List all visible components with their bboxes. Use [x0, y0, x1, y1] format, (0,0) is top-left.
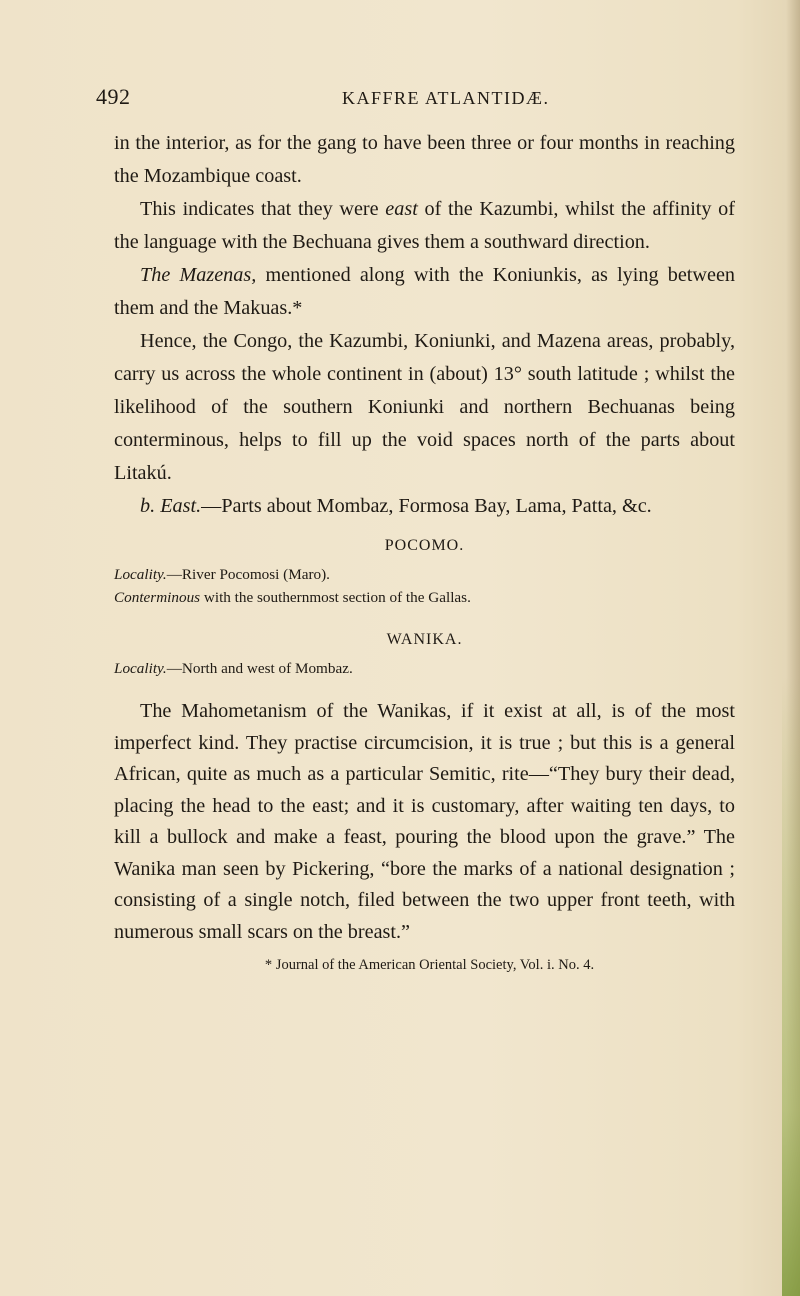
- body-text: [114, 127, 735, 976]
- paragraph-wanika: The Mahometanism of the Wanikas, if it exist at all, is of the most imperfect kind. They practise circumcision, it is true ; but this is a general African, quite as much as a particular Semitic, rite—“They bury their dead, placing the head to the east; and it is customary, after waiting ten days, to kill a bullock and make a feast, pouring the blood upon the grave.” The Wanika man seen by Pickering, “bore the marks of a national designation ; consisting of a single notch, filed between the two upper front teeth, with numerous small scars on the breast.”: [114, 700, 735, 943]
- italic-run: east: [385, 198, 418, 220]
- italic-label: Locality.: [114, 566, 167, 583]
- spacer: [114, 680, 735, 696]
- section-heading-pocomo: POCOMO.: [384, 537, 465, 554]
- wanika-locality: [114, 657, 735, 680]
- italic-label: Locality.: [114, 660, 167, 677]
- page-edge-stain: [782, 676, 800, 1296]
- text-run: —Parts about Mombaz, Formosa Bay, Lama, Patta, &c.: [201, 495, 652, 517]
- text-run: —River Pocomosi (Maro).: [166, 566, 330, 583]
- text-run: This indicates that they were: [140, 198, 386, 220]
- footnote: * Journal of the American Oriental Society, Vol. i. No. 4.: [264, 957, 595, 973]
- page-number: 492: [96, 84, 131, 109]
- paragraph-mazenas: [114, 259, 735, 325]
- page-header: [0, 84, 800, 114]
- italic-run: b. East.: [140, 495, 202, 517]
- running-head: KAFFRE ATLANTIDÆ.: [342, 88, 550, 108]
- italic-run: The Mazenas,: [140, 264, 257, 286]
- paragraph-b-east: [114, 490, 735, 523]
- section-heading-wanika: WANIKA.: [386, 631, 463, 648]
- paragraph-hence: Hence, the Congo, the Kazumbi, Koniunki, and Mazena areas, probably, carry us across the whole continent in (about) 13° south latitude ; whilst the likelihood of the southern Koniunki and northern Bechuanas being conterminous, helps to fill up the void spaces north of the parts about Litakú.: [114, 330, 735, 484]
- paragraph-continuation: in the interior, as for the gang to have been three or four months in reaching the Mozambique coast.: [114, 132, 735, 187]
- text-run: mentioned along with the Koniunkis, as lying between them and the Makuas.*: [114, 264, 735, 319]
- paragraph-east-of-kazumbi: [114, 193, 735, 259]
- pocomo-conterminous: [114, 586, 735, 609]
- text-run: of the Kazumbi, whilst the affinity of the language with the Bechuana gives them a southward direction.: [114, 198, 735, 253]
- italic-label: Conterminous: [114, 589, 201, 606]
- pocomo-locality: [114, 563, 735, 586]
- text-run: —North and west of Mombaz.: [166, 660, 353, 677]
- text-run: with the southernmost section of the Gallas.: [200, 589, 471, 606]
